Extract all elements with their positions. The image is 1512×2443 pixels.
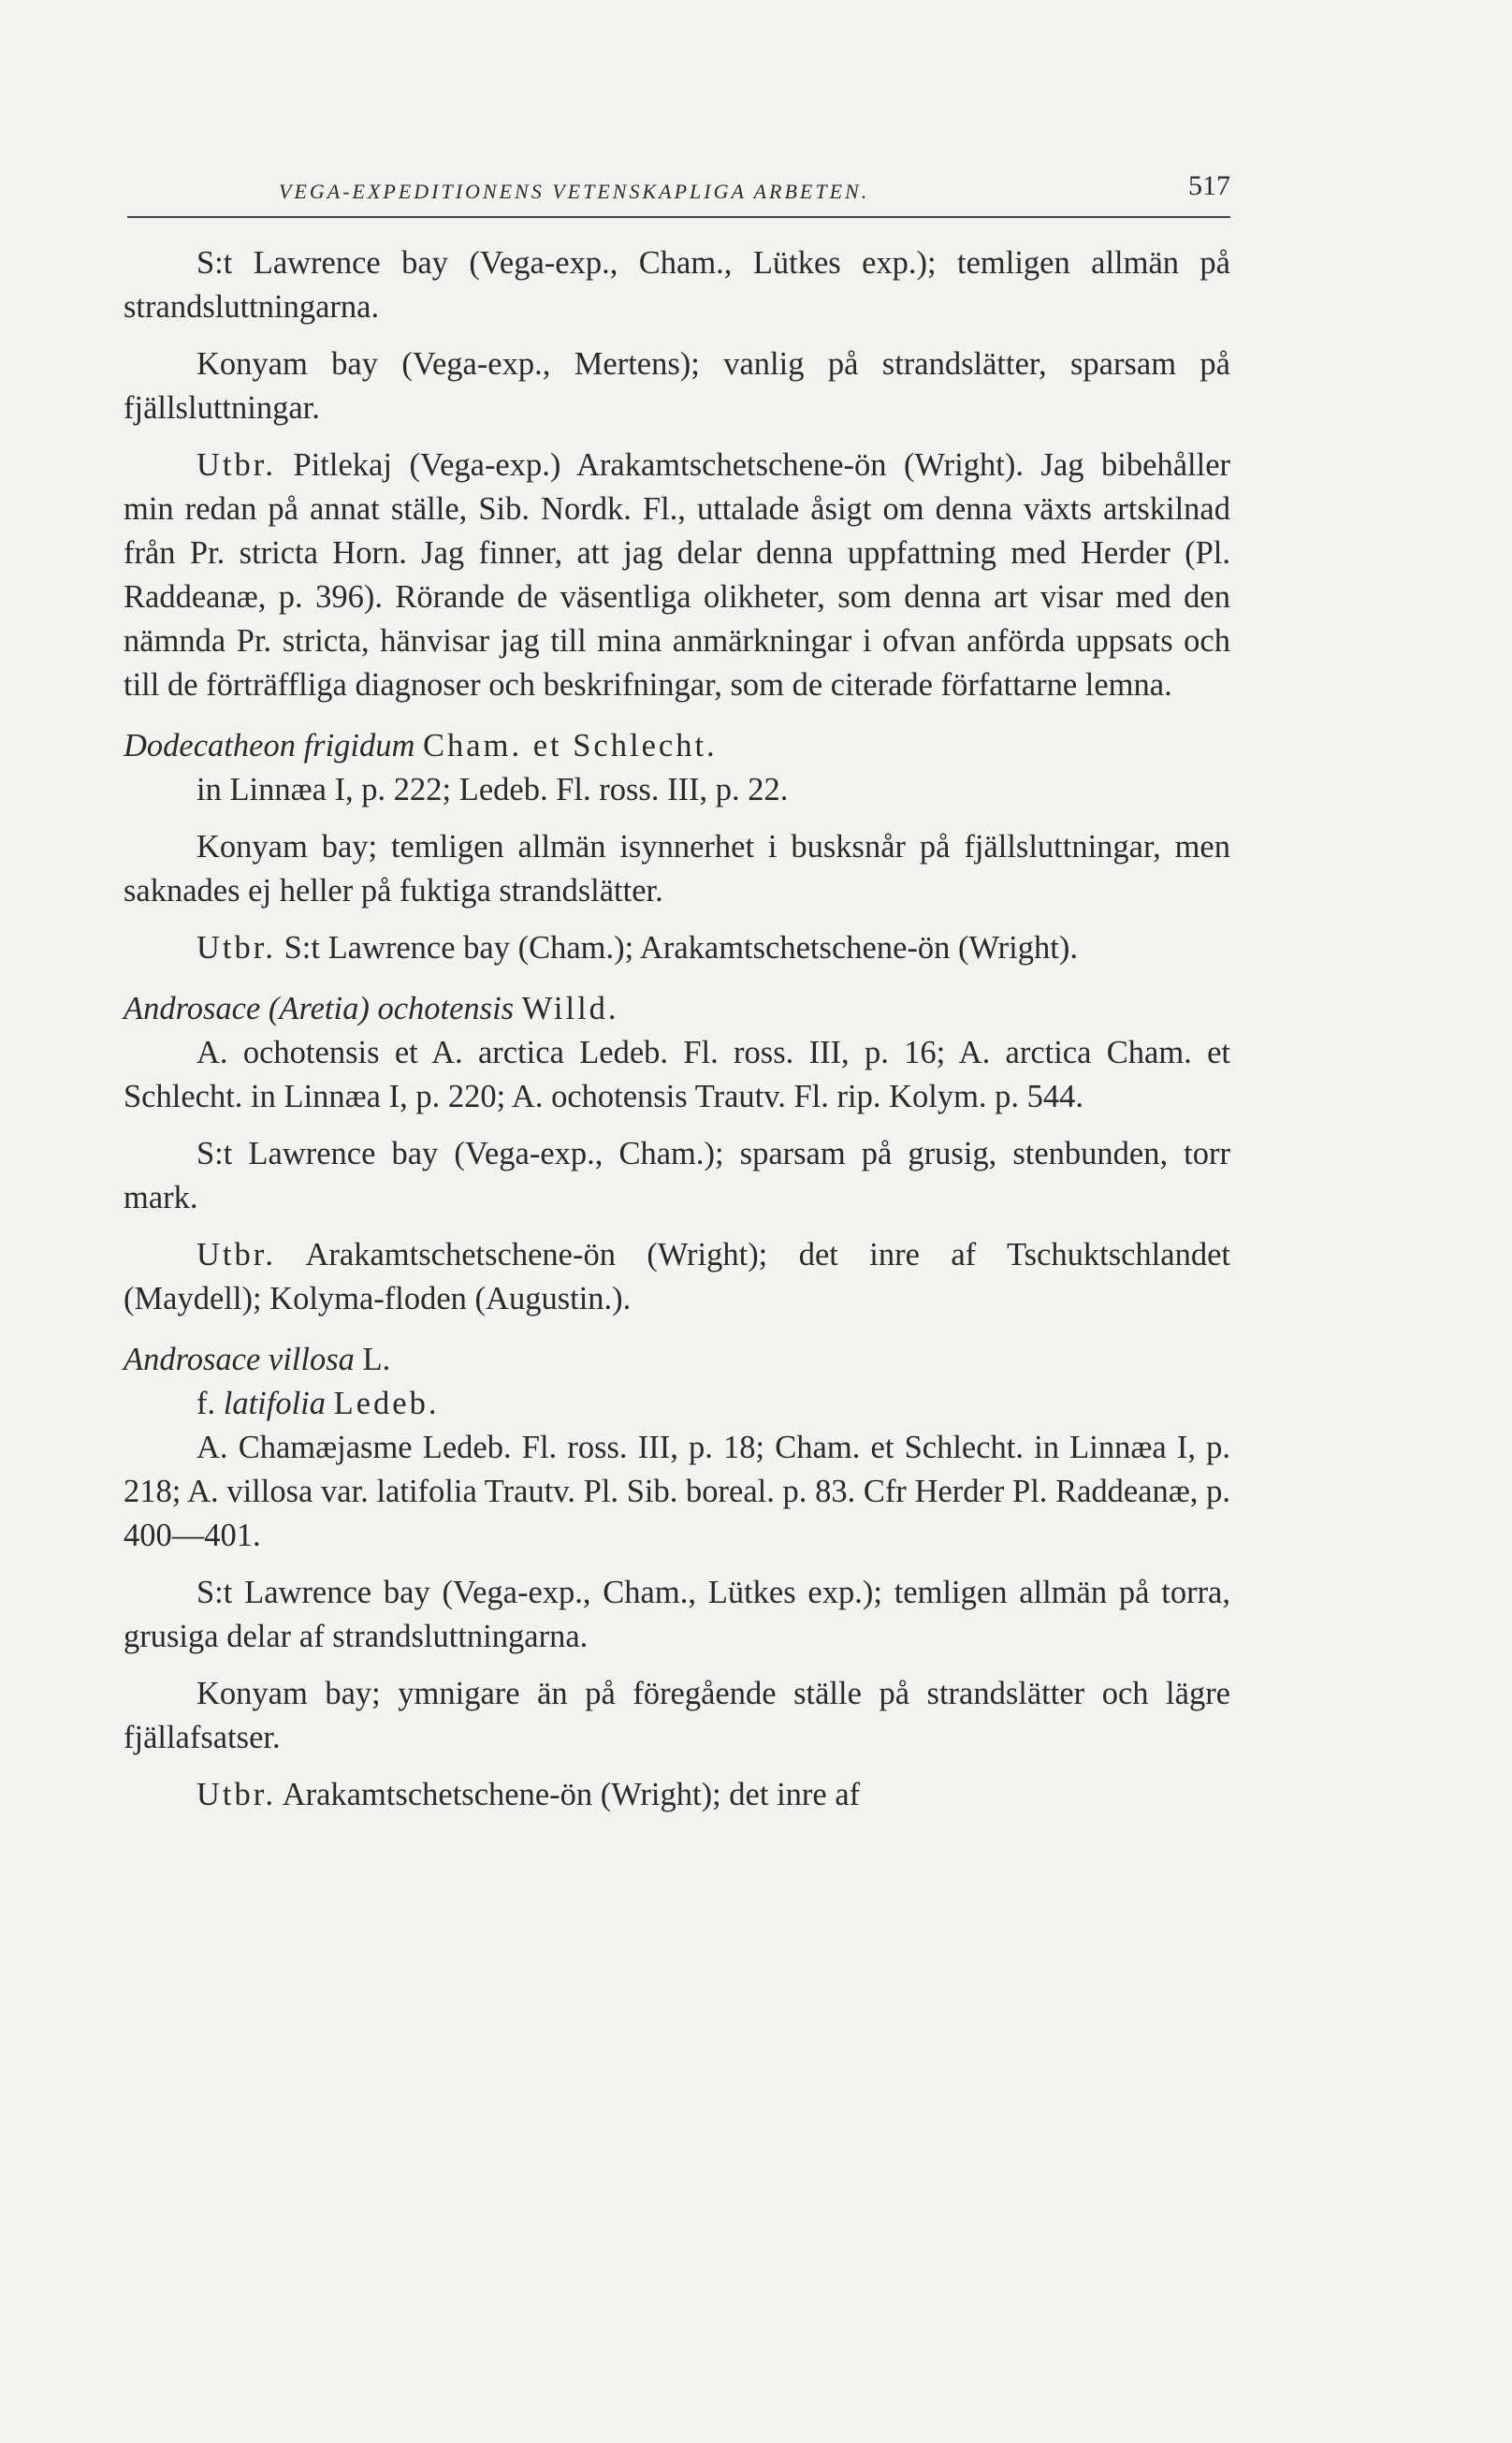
species-heading: [124, 1338, 1230, 1382]
species-reference: A. Chamæjasme Ledeb. Fl. ross. III, p. 18; Cham. et Schlecht. in Linnæa I, p. 218; A. villosa var. latifolia Trautv. Pl. Sib. boreal. p. 83. Cfr Herder Pl. Raddeanæ, p. 400—401.: [124, 1430, 1230, 1553]
forma-prefix: f.: [196, 1386, 216, 1421]
species-author: Willd.: [521, 991, 619, 1026]
species-heading: [124, 724, 1230, 768]
paragraph-text: Arakamtschetschene-ön (Wright); det inre af: [282, 1777, 861, 1812]
paragraph: [124, 926, 1230, 970]
utbr-label: Utbr.: [196, 1777, 276, 1812]
species-heading: [124, 987, 1230, 1031]
book-page: [124, 0, 1230, 2443]
utbr-label: Utbr.: [196, 447, 276, 483]
species-name: Dodecatheon frigidum: [124, 728, 415, 763]
forma-heading: [124, 1382, 1230, 1426]
paragraph: Konyam bay; temligen allmän isynnerhet i busksnår på fjällsluttningar, men saknades ej heller på fuktiga strandslätter.: [124, 829, 1230, 909]
species-reference: A. ochotensis et A. arctica Ledeb. Fl. ross. III, p. 16; A. arctica Cham. et Schlecht. in Linnæa I, p. 220; A. ochotensis Trautv. Fl. rip. Kolym. p. 544.: [124, 1035, 1230, 1114]
species-author: Cham. et Schlecht.: [423, 728, 718, 763]
header-rule: [127, 216, 1230, 218]
forma-name: latifolia: [223, 1386, 327, 1421]
running-head: [279, 167, 1230, 211]
utbr-label: Utbr.: [196, 930, 276, 966]
paragraph: [124, 444, 1230, 707]
body-text: [124, 241, 1230, 1817]
species-name: Androsace (Aretia) ochotensis: [124, 991, 515, 1026]
species-author: L.: [362, 1342, 391, 1377]
species-reference: in Linnæa I, p. 222; Ledeb. Fl. ross. III, p. 22.: [196, 772, 789, 807]
paragraph: [124, 1233, 1230, 1321]
paragraph: Konyam bay; ymnigare än på föregående ställe på strandslätter och lägre fjällafsatser.: [124, 1676, 1230, 1755]
utbr-label: Utbr.: [196, 1237, 276, 1272]
paragraph: S:t Lawrence bay (Vega-exp., Cham., Lütkes exp.); temligen allmän på torra, grusiga delar af strandsluttningarna.: [124, 1575, 1230, 1654]
paragraph: Konyam bay (Vega-exp., Mertens); vanlig på strandslätter, sparsam på fjällsluttningar.: [124, 346, 1230, 426]
paragraph: S:t Lawrence bay (Vega-exp., Cham., Lütkes exp.); temligen allmän på strandsluttningarna.: [124, 245, 1230, 325]
paragraph-text: Arakamtschetschene-ön (Wright); det inre af Tschuktschlandet (Maydell); Kolyma-floden (Augustin.).: [124, 1237, 1230, 1316]
species-name: Androsace villosa: [124, 1342, 355, 1377]
paragraph: S:t Lawrence bay (Vega-exp., Cham.); sparsam på grusig, stenbunden, torr mark.: [124, 1136, 1230, 1215]
paragraph: [124, 1773, 1230, 1817]
running-head-title: VEGA-EXPEDITIONENS VETENSKAPLIGA ARBETEN.: [279, 180, 870, 203]
page-number: 517: [1188, 170, 1230, 201]
paragraph-text: Pitlekaj (Vega-exp.) Arakamtschetschene-ön (Wright). Jag bibehåller min redan på annat ställe, Sib. Nordk. Fl., uttalade åsigt om denna växts artskilnad från Pr. stricta Horn. Jag finner, att jag delar denna uppfattning med Herder (Pl. Raddeanæ, p. 396). Rörande de väsentliga olikheter, som denna art visar med den nämnda Pr. stricta, hänvisar jag till mina anmärkningar i ofvan anförda uppsats och till de förträffliga diagnoser och beskrifningar, som de citerade författarne lemna.: [124, 447, 1230, 703]
paragraph-text: S:t Lawrence bay (Cham.); Arakamtschetschene-ön (Wright).: [284, 930, 1078, 966]
forma-author: Ledeb.: [333, 1386, 440, 1421]
